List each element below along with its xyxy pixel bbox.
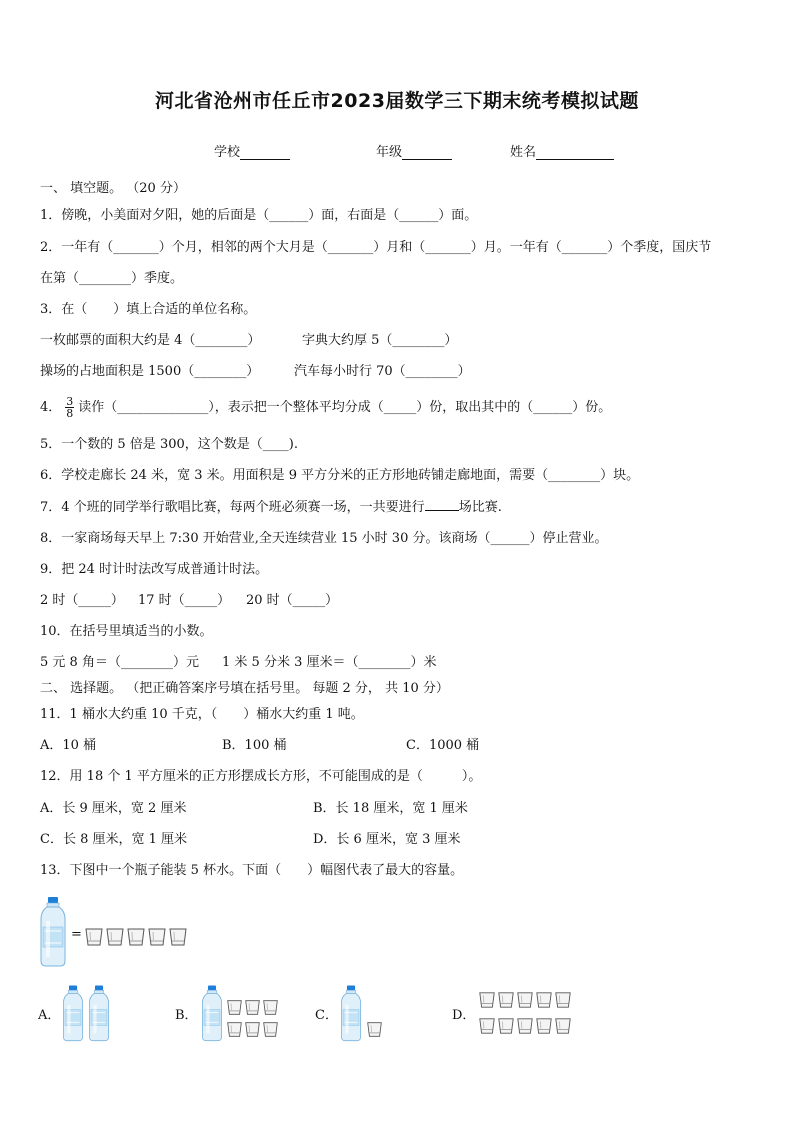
question-10: 10．在括号里填适当的小数。 <box>40 624 213 639</box>
section-2-heading: 二、 选择题。 （把正确答案序号填在括号里。 每题 2 分， 共 10 分） <box>40 681 449 696</box>
question-2-line-1: 2．一年有（_______）个月，相邻的两个大月是（_______）月和（_______）月。一年有（_______）个季度，国庆节 <box>40 240 712 255</box>
question-4-text: 读作（______________），表示把一个整体平均分成（_____）份，取出其中的（______）份。 <box>78 400 612 415</box>
cup-icon <box>244 998 261 1017</box>
fraction-numerator: 3 <box>66 395 74 408</box>
question-12: 12．用 18 个 1 平方厘米的正方形摆成长方形，不可能围成的是（ ）。 <box>40 769 482 784</box>
cup-icon <box>262 1020 279 1039</box>
question-7-suffix: 场比赛. <box>458 500 502 515</box>
question-9-item-c: 20 时（_____） <box>246 593 339 608</box>
question-5: 5．一个数的 5 倍是 300，这个数是（____). <box>40 437 298 452</box>
question-3: 3．在（ ）填上合适的单位名称。 <box>40 302 257 317</box>
name-field[interactable] <box>510 141 614 160</box>
question-7 <box>40 498 502 517</box>
cup-icon <box>244 1020 261 1039</box>
cup-icon <box>497 1016 515 1036</box>
cup-icon <box>147 926 167 948</box>
question-9-item-a: 2 时（_____） <box>40 593 124 608</box>
question-11-option-a[interactable]: A．10 桶 <box>40 738 97 753</box>
section-1-heading: 一、 填空题。 （20 分） <box>40 181 186 196</box>
cup-icon <box>226 1020 243 1039</box>
cup-icon <box>535 990 553 1010</box>
water-bottle-icon <box>38 896 68 968</box>
school-label: 学校 <box>214 145 241 160</box>
question-3-item-d: 汽车每小时行 70（________） <box>294 364 471 379</box>
question-13: 13．下图中一个瓶子能装 5 杯水。下面（ ）幅图代表了最大的容量。 <box>40 863 464 878</box>
school-blank[interactable] <box>240 145 290 160</box>
fraction-denominator: 8 <box>66 407 74 420</box>
equals-sign: = <box>71 927 82 942</box>
question-1: 1．傍晚，小美面对夕阳，她的后面是（______）面，右面是（______）面。 <box>40 208 478 223</box>
page-title: 河北省沧州市任丘市2023届数学三下期末统考模拟试题 <box>155 90 639 112</box>
option-b-label: B． <box>175 1008 198 1023</box>
question-7-blank[interactable] <box>425 498 459 511</box>
school-field[interactable] <box>214 141 290 160</box>
question-4-prefix: 4． <box>40 400 62 415</box>
grade-blank[interactable] <box>402 145 452 160</box>
question-11: 11．1 桶水大约重 10 千克，（ ）桶水大约重 1 吨。 <box>40 707 364 722</box>
cup-icon <box>554 990 572 1010</box>
question-3-item-c: 操场的占地面积是 1500（________） <box>40 364 260 379</box>
water-bottle-icon <box>61 985 85 1042</box>
water-bottle-icon <box>87 985 111 1042</box>
option-a-label: A． <box>38 1008 61 1023</box>
question-12-option-c[interactable]: C．长 8 厘米，宽 1 厘米 <box>40 832 188 847</box>
cup-icon <box>478 990 496 1010</box>
water-bottle-icon <box>339 985 363 1042</box>
cup-icon <box>478 1016 496 1036</box>
grade-field[interactable] <box>376 141 452 160</box>
cup-icon <box>516 1016 534 1036</box>
cup-icon <box>226 998 243 1017</box>
question-2-line-2: 在第（________）季度。 <box>40 271 184 286</box>
cup-icon <box>535 1016 553 1036</box>
water-bottle-icon <box>200 985 224 1042</box>
grade-label: 年级 <box>376 145 403 160</box>
name-label: 姓名 <box>510 145 537 160</box>
question-8: 8．一家商场每天早上 7:30 开始营业,全天连续营业 15 小时 30 分。该商场（______）停止营业。 <box>40 531 608 546</box>
cup-icon <box>497 990 515 1010</box>
question-3-item-b: 字典大约厚 5（________） <box>302 333 458 348</box>
question-12-option-d[interactable]: D．长 6 厘米，宽 3 厘米 <box>313 832 461 847</box>
question-7-text: 7．4 个班的同学举行歌唱比赛，每两个班必须赛一场，一共要进行 <box>40 500 425 515</box>
cup-icon <box>554 1016 572 1036</box>
question-4 <box>40 396 611 419</box>
cup-icon <box>516 990 534 1010</box>
question-12-option-a[interactable]: A．长 9 厘米，宽 2 厘米 <box>40 801 187 816</box>
cup-icon <box>105 926 125 948</box>
question-12-option-b[interactable]: B．长 18 厘米，宽 1 厘米 <box>313 801 468 816</box>
cup-icon <box>126 926 146 948</box>
question-10-item-b: 1 米 5 分米 3 厘米＝（________）米 <box>222 655 437 670</box>
name-blank[interactable] <box>536 145 614 160</box>
question-10-item-a: 5 元 8 角＝（________）元 <box>40 655 199 670</box>
question-3-item-a: 一枚邮票的面积大约是 4（________） <box>40 333 261 348</box>
cup-icon <box>84 926 104 948</box>
question-6: 6．学校走廊长 24 米，宽 3 米。用面积是 9 平方分米的正方形地砖铺走廊地面，需要（________）块。 <box>40 468 640 483</box>
cup-icon <box>262 998 279 1017</box>
question-11-option-c[interactable]: C．1000 桶 <box>406 738 480 753</box>
fraction <box>65 396 74 419</box>
question-11-option-b[interactable]: B．100 桶 <box>222 738 287 753</box>
question-9-item-b: 17 时（_____） <box>138 593 231 608</box>
option-d-label: D． <box>452 1008 476 1023</box>
option-c-label: C． <box>315 1008 338 1023</box>
cup-icon <box>168 926 188 948</box>
cup-icon <box>366 1020 383 1039</box>
question-9: 9．把 24 时计时法改写成普通计时法。 <box>40 562 269 577</box>
